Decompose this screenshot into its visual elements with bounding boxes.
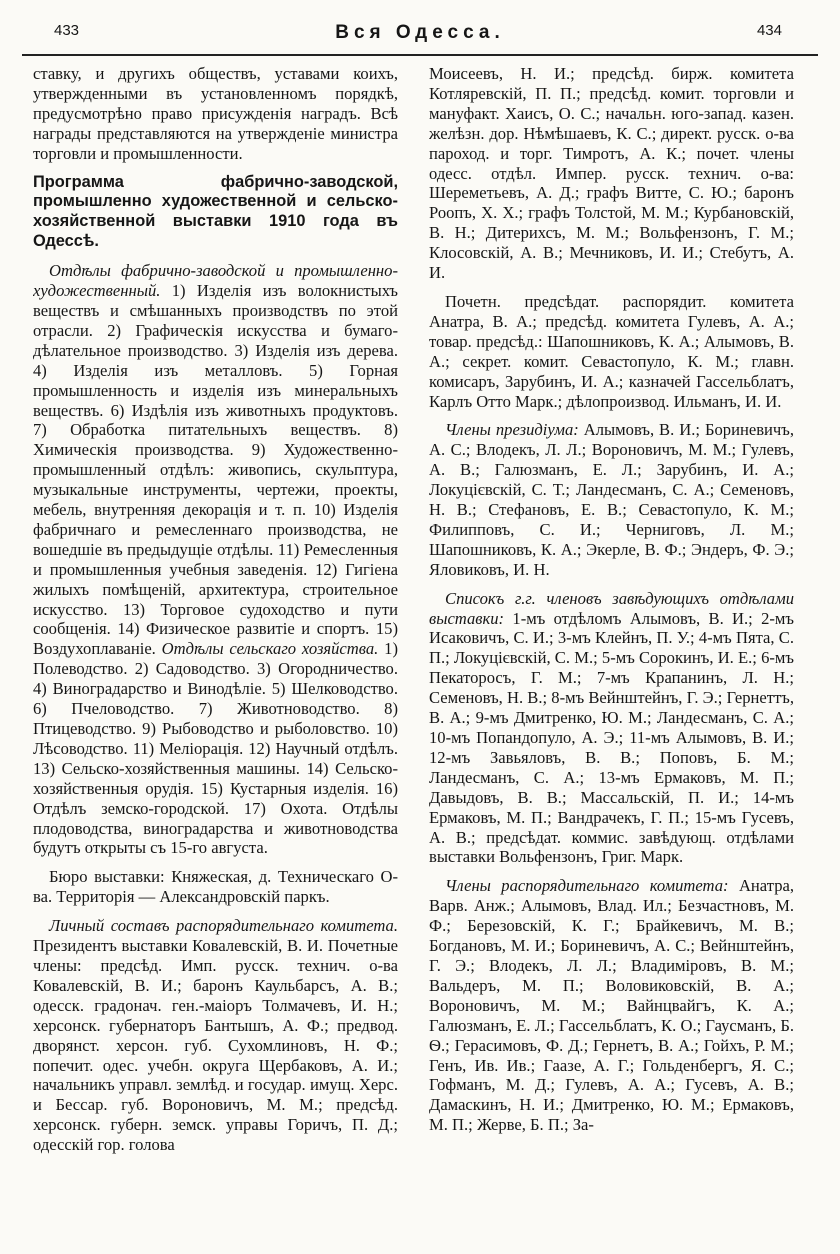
right-page-number: 434 bbox=[756, 22, 782, 39]
paragraph-bureau: Бюро выставки: Княжеская, д. Техническаго О-ва. Территорія — Александровскій паркъ. bbox=[33, 867, 398, 907]
paragraph-honorary-members: Моисеевъ, Н. И.; предсѣд. бирж. комитета Котляревскій, П. П.; предсѣд. комит. торговли и мануфакт. Хаисъ, О. С.; начальн. юго-запад. казен. желѣзн. дор. Нѣмѣшаевъ, К. С.; директ. русск. о-ва пароход. и торг. Тимротъ, А. К.; почет. члены одесс. отдѣл. Импер. русск. технич. о-ва: Шереметьевъ, А. Д.; графъ Витте, С. Ю.; баронъ Роопъ, Х. Х.; графъ Толстой, М. М.; Курбановскій, В. Н.; Дитерихсъ, М. М.; Вольфензонъ, Г. М.; Клосовскій, А. В.; Мечниковъ, И. И.; Стебутъ, А. И. bbox=[429, 64, 794, 283]
italic-subheading-industrial: Отдѣлы фабрично-заводской и промышленно-художественный. bbox=[33, 261, 398, 301]
department-heads-list: 1-мъ отдѣломъ Алымовъ, В. И.; 2-мъ Исаковичъ, С. И.; 3-мъ Клейнъ, П. У.; 4-мъ Пята, С. П.; Локуцієвскій, С. М.; 5-мъ Сорокинъ, И. Е.; 6-мъ Пекаторосъ, Г. М.; 7-мъ Крапанинъ, Л. Н.; Семеновъ, Н. В.; 8-мъ Вейнштейнъ, Г. Э.; Гернеттъ, В. А.; 9-мъ Дмитренко, Ю. М.; Ландесманъ, С. А.; 10-мъ Попандопуло, А. Э.; 11-мъ Алымовъ, В. И.; 12-мъ Завьяловъ, В. В.; Поповъ, Б. М.; Ландесманъ, С. А.; 13-мъ Ермаковъ, М. П.; Давыдовъ, В. В.; Массальскій, П. И.; 14-мъ Ермаковъ, М. П.; Вандрачекъ, Г. П.; 15-мъ Гусевъ, А. В.; предсѣдат. коммис. завѣдующ. отдѣлами выставки Вольфензонъ, Григ. Марк. bbox=[429, 608, 794, 867]
agricultural-departments-list: 1) Полеводство. 2) Садоводство. 3) Огородничество. 4) Виноградарство и Винодѣліе. 5) Шелководство. 6) Пчеловодство. 7) Животноводство. 8) Птицеводство. 9) Рыбоводство и рыболовство. 10) Лѣсоводство. 11) Меліорація. 12) Научный отдѣлъ. 13) Сельско-хозяйственныя машины. 14) Сельско-хозяйственныя орудія. 15) Кустарныя изделія. 16) Отдѣлъ земско-городской. 17) Охота. Отдѣлы плодоводства, виноградарства и животноводства будутъ открыты съ 15-го августа. bbox=[33, 639, 398, 858]
right-column bbox=[429, 64, 794, 1244]
page-header bbox=[22, 14, 818, 50]
italic-subheading-committee-members: Члены распорядительнаго комитета: bbox=[445, 876, 729, 896]
paragraph-presidium bbox=[429, 420, 794, 579]
section-heading-programme: Программа фабрично-заводской, промышленно художественной и сельско-хозяйственной выставки 1910 года въ Одессѣ. bbox=[33, 172, 398, 251]
italic-subheading-agricultural: Отдѣлы сельскаго хозяйства. bbox=[155, 639, 379, 659]
paragraph-officers: Почетн. предсѣдат. распорядит. комитета Анатра, В. А.; предсѣд. комитета Гулевъ, А. А.; товар. предсѣд.: Шапошниковъ, К. А.; Алымовъ, В. А.; секрет. комит. Севастопуло, К. М.; главн. комисаръ, Зарубинъ, И. А.; казначей Гассельблатъ, Карлъ Отто Марк.; дѣлопроизвод. Ильманъ, И. И. bbox=[429, 291, 794, 411]
paragraph-committee bbox=[33, 916, 398, 1155]
running-title: Вся Одесса. bbox=[335, 22, 505, 43]
italic-subheading-presidium: Члены президіума: bbox=[445, 420, 579, 440]
committee-members-list: Анатра, Варв. Анж.; Алымовъ, Влад. Ил.; Безчастновъ, М. Ф.; Березовскій, К. Г.; Брайкевичъ, М. В.; Богдановъ, М. И.; Бориневичъ, А. С.; Вейнштейнъ, Г. Э.; Влодекъ, Л. Л.; Владиміровъ, В. М.; Вальдеръ, М. П.; Воловиковскій, В. А.; Вороновичъ, М. М.; Вайнцвайгъ, К. А.; Галюзманъ, Е. Л.; Гассельблатъ, К. О.; Гаусманъ, Б. Ѳ.; Герасимовъ, Ф. Д.; Гернетъ, В. А.; Гойхъ, Р. М.; Генъ, Ив. Ив.; Гаазе, А. Г.; Гольденбергъ, Я. С.; Гофманъ, М. Д.; Гулевъ, А. А.; Гусевъ, А. В.; Дамаскинъ, Н. И.; Дмитренко, Ю. М.; Ермаковъ, М. П.; Жерве, Б. П.; За- bbox=[429, 876, 794, 1135]
industrial-departments-list: 1) Изделія изъ волокнистыхъ веществъ и смѣшанныхъ производствъ по этой отрасли. 2) Графическія искусства и бумаго-дѣлательное производство. 3) Изделія изъ дерева. 4) Изделія изъ металловъ. 5) Горная промышленность и изделія изъ минеральныхъ веществъ. 6) Издѣлія изъ животныхъ продуктовъ. 7) Обработка питательныхъ веществъ. 8) Химическія производства. 9) Художественно-промышленный отдѣлъ: живопись, скульптура, музыкальные инструменты, чертежи, проекты, мебель, внутренняя декорація и т. п. 10) Изделія фабричнаго и ремесленнаго производства, не вошедшіе въ предыдущіе отдѣлы. 11) Ремесленныя и промышленныя учебныя заведенія. 12) Гигіена жилыхъ помѣщеній, архитектура, строительное искусство. 13) Торговое судоходство и пути сообщенія. 14) Физическое развитіе и спортъ. 15) Воздухоплаваніе. bbox=[33, 281, 398, 659]
left-page-number: 433 bbox=[54, 22, 80, 39]
paragraph-department-heads bbox=[429, 589, 794, 868]
header-rule bbox=[22, 54, 818, 56]
paragraph-committee-members bbox=[429, 876, 794, 1135]
paragraph-departments bbox=[33, 261, 398, 858]
italic-subheading-department-heads: Списокъ г.г. членовъ завѣдующихъ отдѣлами выставки: bbox=[429, 588, 794, 628]
committee-list: Президентъ выставки Ковалевскій, В. И. Почетные члены: предсѣд. Имп. русск. технич. о-ва Ковалевскій, В. И.; баронъ Каульбарсъ, А. В.; одесск. градонач. ген.-маіоръ Толмачевъ, И. Н.; херсонск. губернаторъ Бантышъ, А. Ф.; предвод. дворянст. херсон. губ. Сухомлиновъ, Н. Ф.; попечит. одес. учебн. округа Щербаковъ, А. И.; начальникъ управл. землѣд. и государ. имущ. Херс. и Бессар. губ. Вороновичъ, М. М.; предсѣд. херсонск. губерн. земск. управы Горичъ, П. Д.; одесскій гор. голова bbox=[33, 936, 398, 1155]
paragraph-awards: ставку, и другихъ обществъ, уставами коихъ, утвержденными въ установленномъ порядкѣ, предусмотрѣно право присужденія наградъ. Всѣ награды представляются на утвержденіе министра торговли и промышленности. bbox=[33, 64, 398, 163]
italic-subheading-committee: Личный составъ распорядительнаго комитета. bbox=[49, 916, 398, 936]
left-column bbox=[33, 64, 398, 1244]
presidium-list: Алымовъ, В. И.; Бориневичъ, А. С.; Влодекъ, Л. Л.; Вороновичъ, М. М.; Гулевъ, А. В.; Галюзманъ, Е. Л.; Зарубинъ, И. А.; Локуцієвскій, С. Т.; Ландесманъ, С. А.; Семеновъ, Н. В.; Стефановъ, Е. В.; Севастопуло, К. М.; Филипповъ, С. И.; Черниговъ, Л. М.; Шапошниковъ, К. А.; Экерле, В. Ф.; Эндеръ, Ф. Э.; Яловиковъ, И. Н. bbox=[429, 420, 794, 579]
